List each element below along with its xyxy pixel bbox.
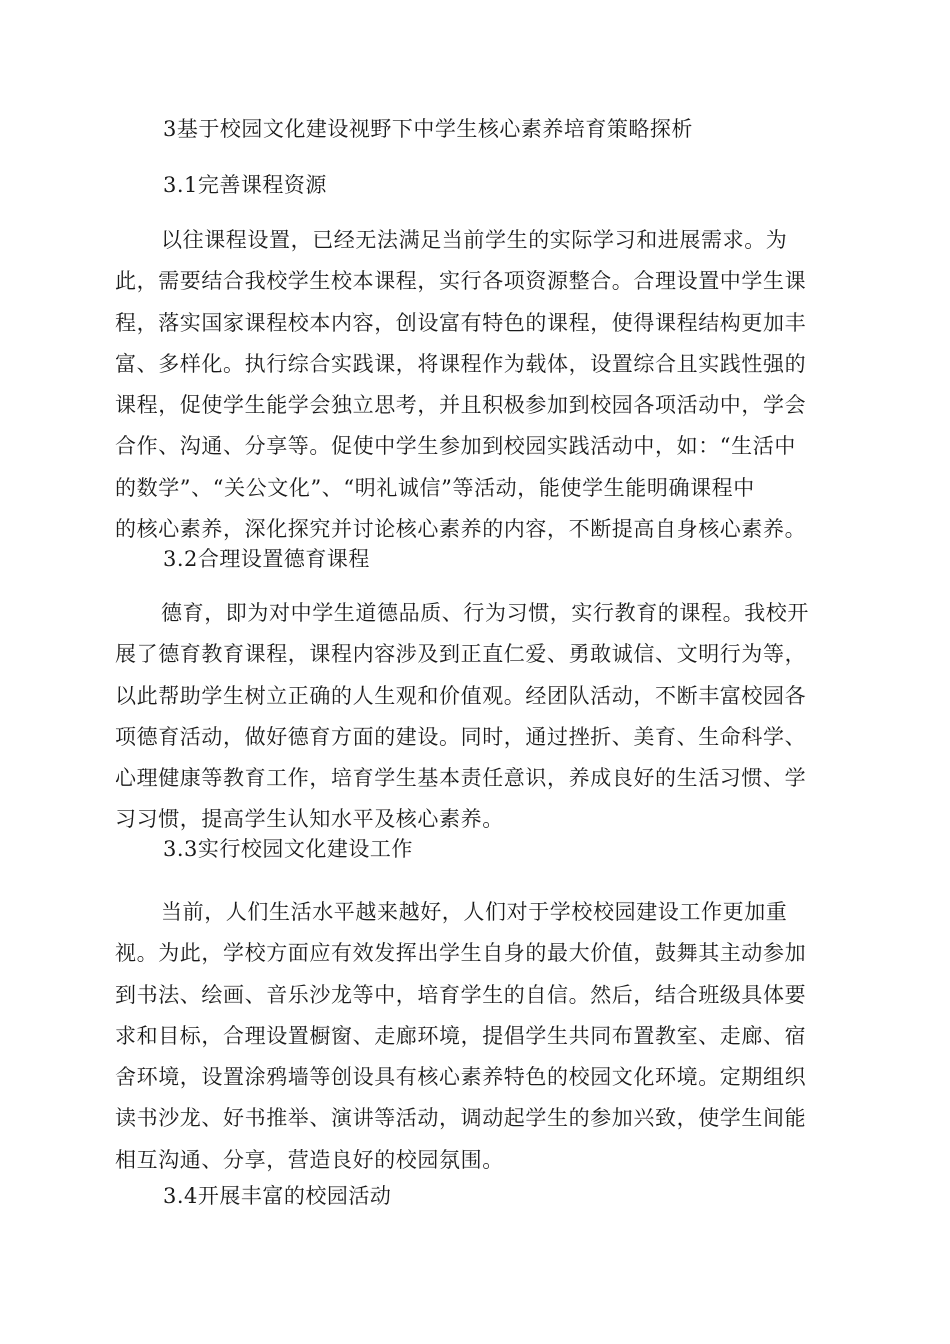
paragraph-line: 合作、沟通、分享等。促使中学生参加到校园实践活动中，如：“生活中 (115, 434, 796, 459)
paragraph-line: 程，落实国家课程校本内容，创设富有特色的课程，使得课程结构更加丰 (115, 310, 807, 335)
paragraph-line: 心理健康等教育工作，培育学生基本责任意识，养成良好的生活习惯、学 (115, 766, 807, 791)
paragraph-line: 舍环境，设置涂鸦墙等创设具有核心素养特色的校园文化环境。定期组织 (115, 1065, 807, 1090)
paragraph-line: 相互沟通、分享，营造良好的校园氛围。 (115, 1147, 504, 1172)
paragraph-line: 当前，人们生活水平越来越好，人们对于学校校园建设工作更加重 (161, 900, 788, 924)
paragraph-line: 求和目标，合理设置橱窗、走廊环境，提倡学生共同布置教室、走廊、宿 (115, 1023, 807, 1048)
paragraph-line: 视。为此，学校方面应有效发挥出学生自身的最大价值，鼓舞其主动参加 (115, 941, 807, 966)
paragraph-line: 习习惯，提高学生认知水平及核心素养。 (115, 807, 504, 832)
paragraph-3-2 (115, 593, 835, 841)
subsection-heading-3-2: 3.2合理设置德育课程 (163, 547, 370, 571)
paragraph-3-1 (115, 220, 835, 550)
subsection-heading-3-1: 3.1完善课程资源 (163, 173, 327, 197)
section-title: 3基于校园文化建设视野下中学生核心素养培育策略探析 (163, 117, 693, 141)
paragraph-line: 德育，即为对中学生道德品质、行为习惯，实行教育的课程。我校开 (161, 601, 809, 625)
paragraph-line: 的数学”、“关公文化”、“明礼诚信”等活动，能使学生能明确课程中 (115, 475, 755, 500)
paragraph-3-3 (115, 892, 835, 1181)
paragraph-line: 富、多样化。执行综合实践课，将课程作为载体，设置综合且实践性强的 (115, 351, 807, 376)
subsection-heading-3-3: 3.3实行校园文化建设工作 (163, 837, 413, 861)
paragraph-line: 项德育活动，做好德育方面的建设。同时，通过挫折、美育、生命科学、 (115, 724, 807, 749)
paragraph-line: 展了德育教育课程，课程内容涉及到正直仁爱、勇敢诚信、文明行为等， (115, 642, 807, 667)
paragraph-line: 此，需要结合我校学生校本课程，实行各项资源整合。合理设置中学生课 (115, 269, 807, 294)
paragraph-line: 以此帮助学生树立正确的人生观和价值观。经团队活动，不断丰富校园各 (115, 683, 807, 708)
paragraph-line: 以往课程设置，已经无法满足当前学生的实际学习和进展需求。为 (161, 228, 788, 252)
paragraph-line: 读书沙龙、好书推举、演讲等活动，调动起学生的参加兴致，使学生间能 (115, 1106, 807, 1131)
paragraph-line: 到书法、绘画、音乐沙龙等中，培育学生的自信。然后，结合班级具体要 (115, 982, 807, 1007)
subsection-heading-3-4: 3.4开展丰富的校园活动 (163, 1184, 392, 1208)
paragraph-line: 课程，促使学生能学会独立思考，并且积极参加到校园各项活动中，学会 (115, 393, 807, 418)
paragraph-line: 的核心素养，深化探究并讨论核心素养的内容，不断提高自身核心素养。 (115, 517, 807, 542)
